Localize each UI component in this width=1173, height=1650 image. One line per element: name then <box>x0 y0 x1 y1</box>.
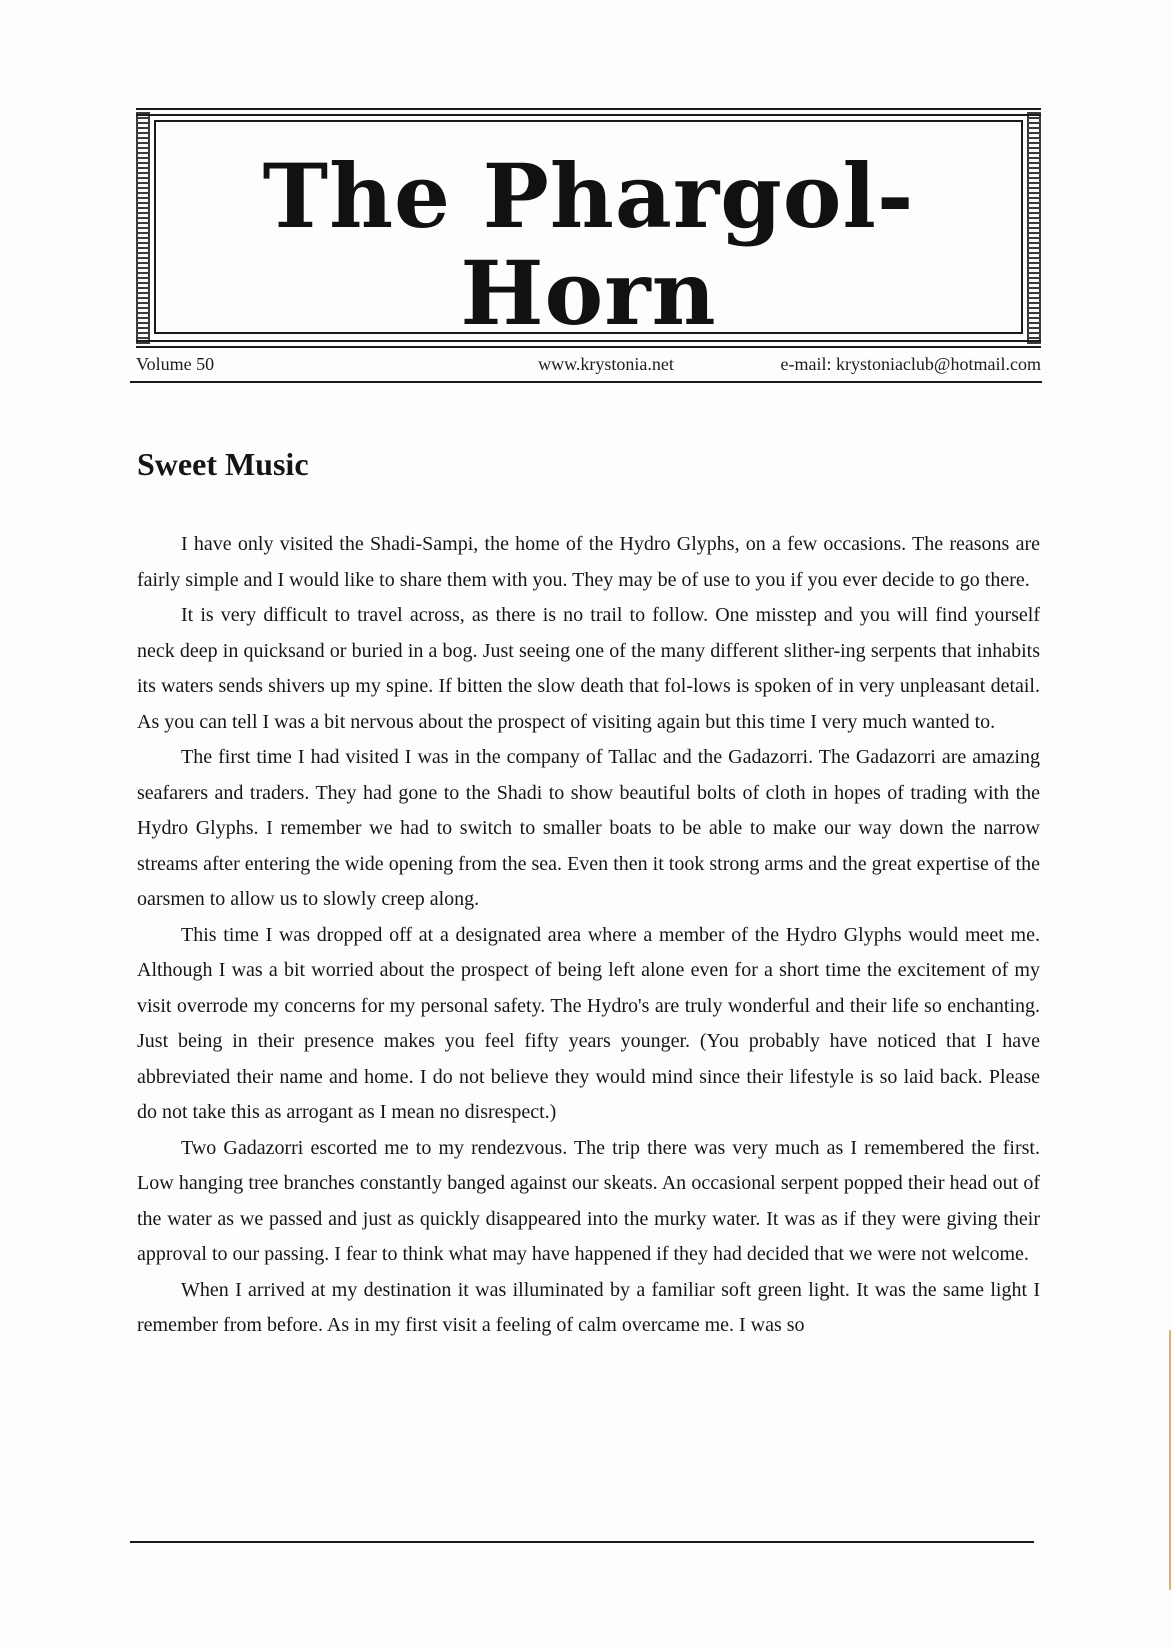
masthead-info-line <box>136 352 1041 382</box>
email-address[interactable]: e-mail: krystoniaclub@hotmail.com <box>780 354 1041 374</box>
newsletter-title: The Phargol-Horn <box>262 144 915 345</box>
paragraph: This time I was dropped off at a designated area where a member of the Hydro Glyphs would meet me. Although I was a bit worried about the prospect of being left alone even for a short time the excitement of my visit overrode my concerns for my personal safety. The Hydro's are truly wonderful and their life so enchanting. Just being in their presence makes you feel fifty years younger. (You probably have noticed that I have abbreviated their name and home. I do not believe they would mind since their lifestyle is so laid back. Please do not take this as arrogant as I mean no disrespect.) <box>137 923 1040 1123</box>
footer-divider <box>130 1541 1034 1543</box>
website-link[interactable]: www.krystonia.net <box>538 354 674 374</box>
paragraph: I have only visited the Shadi-Sampi, the home of the Hydro Glyphs, on a few occasions. The reasons are fairly simple and I would like to share them with you. They may be of use to you if you ever decide to go there. <box>137 533 1040 591</box>
info-divider <box>130 381 1042 383</box>
paragraph: Two Gadazorri escorted me to my rendezvous. The trip there was very much as I remembered the first. Low hanging tree branches constantly banged against our skeats. An occasional serpent popped their head out of the water as we passed and just as quickly disappeared into the murky water. It was as if they were giving their approval to our passing. I fear to think what may have happened if they had decided that we were not welcome. <box>137 1136 1040 1265</box>
masthead-top-rule <box>136 108 1041 116</box>
paragraph: When I arrived at my destination it was illuminated by a familiar soft green light. It was the same light I remember from before. As in my first visit a feeling of calm overcame me. I was so <box>137 1278 1040 1336</box>
article-title: Sweet Music <box>137 446 309 482</box>
masthead-left-border <box>136 112 150 344</box>
scan-edge-mark <box>1169 1330 1171 1590</box>
paragraph: The first time I had visited I was in the company of Tallac and the Gadazorri. The Gadazorri are amazing seafarers and traders. They had gone to the Shadi to show beautiful bolts of cloth in hopes of trading with the Hydro Glyphs. I remember we had to switch to smaller boats to be able to make our way down the narrow streams after entering the wide opening from the sea. Even then it took strong arms and the great expertise of the oarsmen to allow us to slowly creep along. <box>137 746 1040 910</box>
volume-number: Volume 50 <box>136 354 215 374</box>
paragraph: It is very difficult to travel across, as there is no trail to follow. One misstep and you will find yourself neck deep in quicksand or buried in a bog. Just seeing one of the many different slither-ing serpents that inhabits its waters sends shivers up my spine. If bitten the slow death that fol-lows is spoken of in very unpleasant detail. As you can tell I was a bit nervous about the prospect of visiting again but this time I very much wanted to. <box>137 604 1040 733</box>
article-body <box>137 527 1040 1344</box>
masthead-frame <box>136 108 1041 348</box>
masthead-right-border <box>1027 112 1041 344</box>
